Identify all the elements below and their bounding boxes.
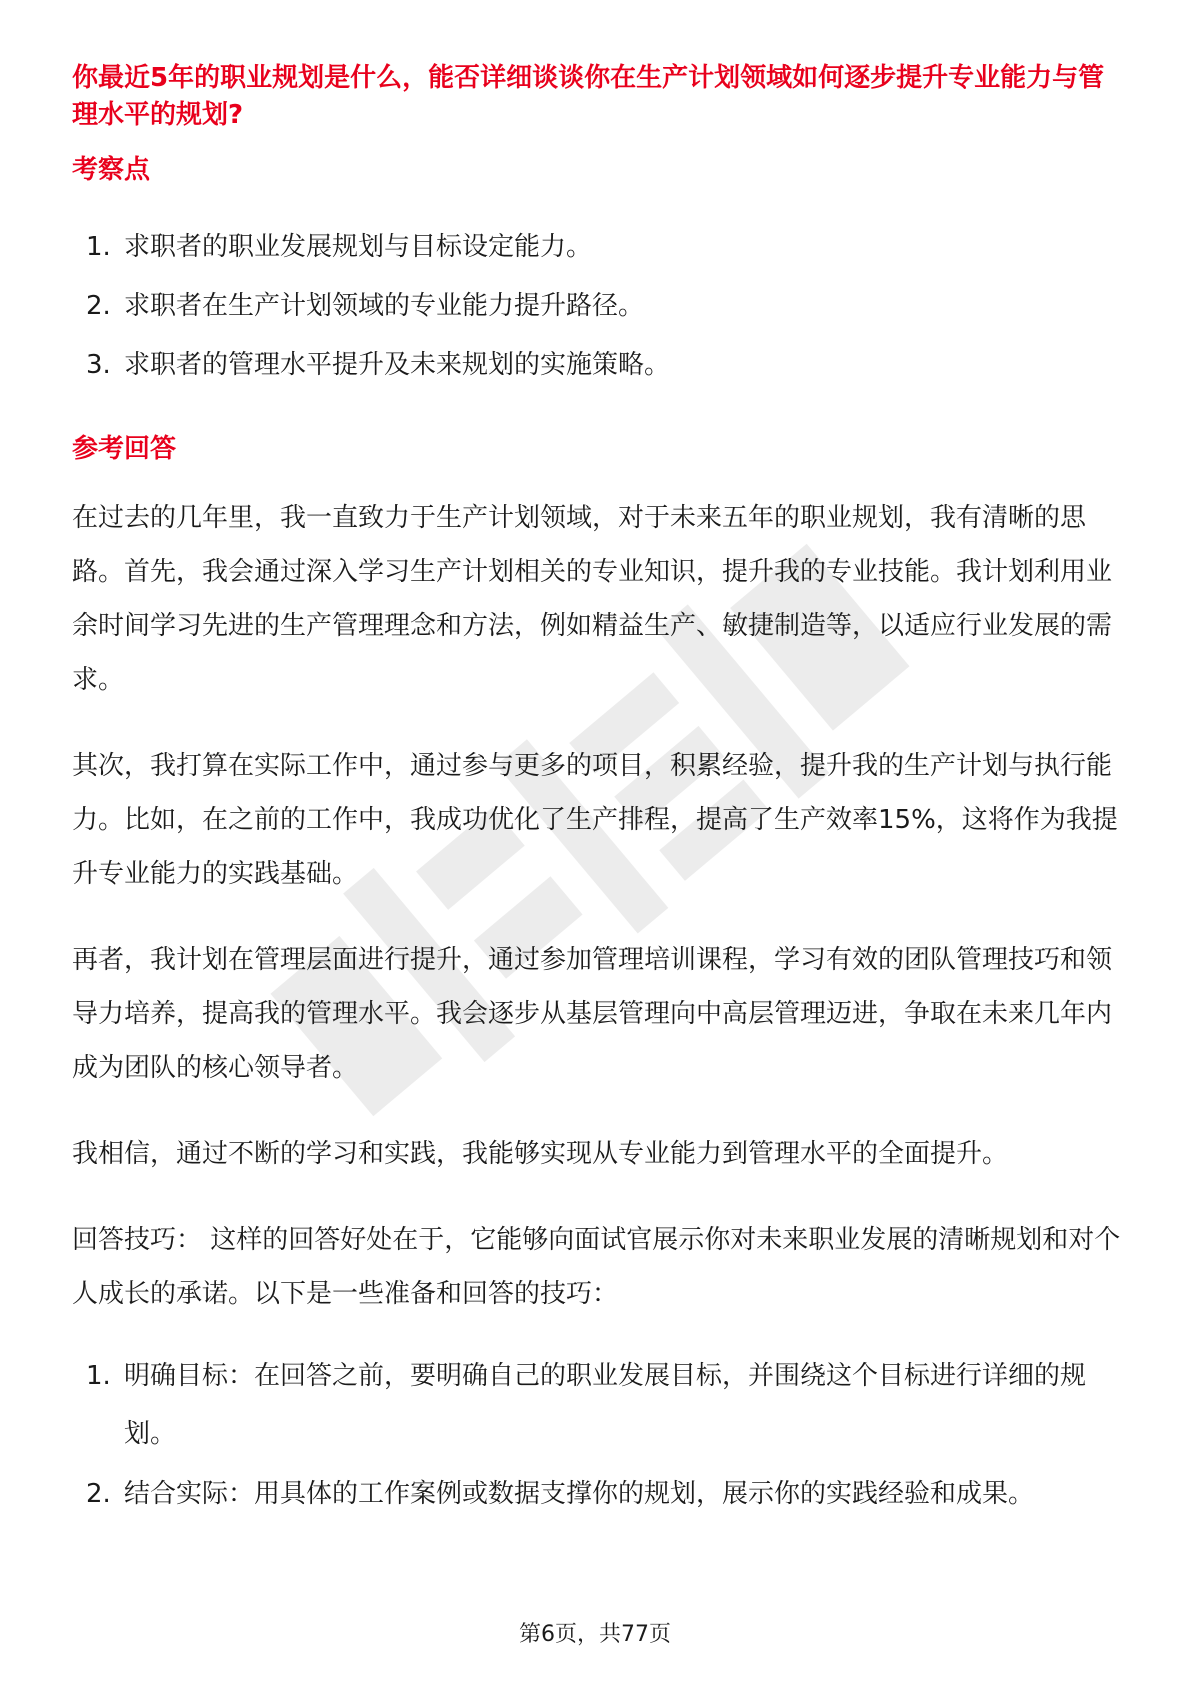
list-item-text: 求职者的职业发展规划与目标设定能力。 xyxy=(124,232,593,262)
list-item-text: 结合实际：用具体的工作案例或数据支撑你的规划，展示你的实践经验和成果。 xyxy=(124,1479,1035,1509)
points-list xyxy=(72,218,1122,395)
answer-tips-intro: 回答技巧： 这样的回答好处在于，它能够向面试官展示你对未来职业发展的清晰规划和对个人成长的承诺。以下是一些准备和回答的技巧： xyxy=(72,1225,1121,1309)
list-item xyxy=(72,1347,1122,1463)
answer-paragraph-3: 再者，我计划在管理层面进行提升，通过参加管理培训课程，学习有效的团队管理技巧和领导力培养，提高我的管理水平。我会逐步从基层管理向中高层管理迈进，争取在未来几年内成为团队的核心领导者。 xyxy=(72,945,1113,1083)
list-item xyxy=(72,336,1122,395)
list-item-text: 明确目标：在回答之前，要明确自己的职业发展目标，并围绕这个目标进行详细的规划。 xyxy=(124,1361,1087,1449)
answer-paragraph-1: 在过去的几年里，我一直致力于生产计划领域，对于未来五年的职业规划，我有清晰的思路。首先，我会通过深入学习生产计划相关的专业知识，提升我的专业技能。我计划利用业余时间学习先进的生产管理理念和方法，例如精益生产、敏捷制造等，以适应行业发展的需求。 xyxy=(72,503,1113,695)
list-item-text: 求职者在生产计划领域的专业能力提升路径。 xyxy=(124,291,645,321)
tips-list xyxy=(72,1347,1122,1523)
page-footer: 第6页，共77页 xyxy=(519,1622,671,1647)
list-item xyxy=(72,1465,1122,1523)
document-content xyxy=(72,60,1122,1523)
list-number: 2. xyxy=(86,1479,111,1509)
list-item xyxy=(72,218,1122,277)
section-title-answer: 参考回答 xyxy=(72,434,177,464)
list-number: 1. xyxy=(86,1361,111,1391)
question-heading: 你最近5年的职业规划是什么，能否详细谈谈你在生产计划领域如何逐步提升专业能力与管理水平的规划? xyxy=(72,63,1105,130)
answer-paragraph-4: 我相信，通过不断的学习和实践，我能够实现从专业能力到管理水平的全面提升。 xyxy=(72,1139,1009,1169)
section-title-points: 考察点 xyxy=(72,155,151,185)
list-item-text: 求职者的管理水平提升及未来规划的实施策略。 xyxy=(124,350,671,380)
answer-paragraph-2: 其次，我打算在实际工作中，通过参与更多的项目，积累经验，提升我的生产计划与执行能力。比如，在之前的工作中，我成功优化了生产排程，提高了生产效率15%，这将作为我提升专业能力的实践基础。 xyxy=(72,751,1118,889)
list-number: 3. xyxy=(86,350,111,380)
list-number: 1. xyxy=(86,232,111,262)
list-number: 2. xyxy=(86,291,111,321)
list-item xyxy=(72,277,1122,336)
